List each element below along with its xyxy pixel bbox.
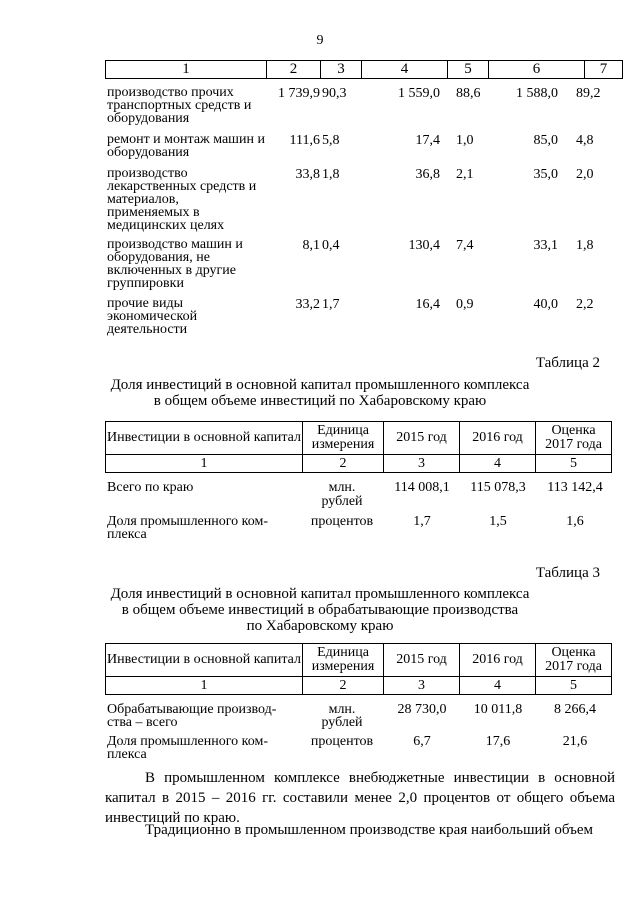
unit: млн. xyxy=(328,480,356,495)
table-cell: 85,0 xyxy=(533,133,558,148)
page-number: 9 xyxy=(316,33,324,48)
table-row-label: Доля промышленного ком- xyxy=(107,734,268,749)
col-number: 4 xyxy=(460,677,536,695)
table-cell: 21,6 xyxy=(562,734,588,749)
col-number: 5 xyxy=(536,677,612,695)
table-cell: 1 739,9 xyxy=(278,86,320,101)
unit: рублей xyxy=(321,494,363,509)
table-cell: 89,2 xyxy=(576,86,601,101)
table-cell: 130,4 xyxy=(408,238,440,253)
table-cell: 5,8 xyxy=(322,133,340,148)
col-header: Инвестиции в основной капитал xyxy=(106,422,303,455)
table-cell: 0,4 xyxy=(322,238,340,253)
table-cell: 2,0 xyxy=(576,167,594,182)
col-header: 4 xyxy=(362,61,448,79)
col-header: 2016 год xyxy=(460,422,536,455)
table-cell: 2,1 xyxy=(456,167,474,182)
table-cell: 1,0 xyxy=(456,133,474,148)
unit: рублей xyxy=(321,715,363,730)
col-number: 5 xyxy=(536,455,612,473)
table-cell: 1,7 xyxy=(322,297,340,312)
table-row-label: Всего по краю xyxy=(107,480,194,495)
table-cell: 2,2 xyxy=(576,297,594,312)
table2-header xyxy=(105,421,612,473)
col-header: 5 xyxy=(448,61,489,79)
col-header: 1 xyxy=(106,61,267,79)
table-cell: 17,4 xyxy=(415,133,440,148)
table-caption: Таблица 2 xyxy=(535,355,600,371)
table-cell: 1,8 xyxy=(576,238,594,253)
col-header: Единица измерения xyxy=(303,644,384,677)
table-row-label: прочие виды экономической деятельности xyxy=(107,296,198,337)
col-number: 1 xyxy=(106,455,303,473)
unit: процентов xyxy=(310,734,374,749)
table-cell: 1 588,0 xyxy=(516,86,558,101)
col-header: Единица измерения xyxy=(303,422,384,455)
table-cell: 6,7 xyxy=(413,734,431,749)
table-cell: 113 142,4 xyxy=(547,480,603,495)
table-row-label: производство машин и оборудования, не включенных в другие группировки xyxy=(107,237,243,291)
table-cell: 7,4 xyxy=(456,238,474,253)
table-cell: 114 008,1 xyxy=(394,480,450,495)
table-caption: Таблица 3 xyxy=(535,565,600,581)
table-cell: 1,6 xyxy=(566,514,584,529)
table-cell: 8 266,4 xyxy=(554,702,596,717)
table-cell: 33,1 xyxy=(533,238,558,253)
table-row-label: Обрабатывающие производ- xyxy=(107,702,277,717)
table-title: Доля инвестиций в основной капитал промышленного комплекса xyxy=(110,586,530,602)
continuation-table-header xyxy=(105,60,623,79)
table-cell: 115 078,3 xyxy=(470,480,526,495)
table-row-label: производство прочих транспортных средств и оборудования xyxy=(107,85,252,126)
table-cell: 35,0 xyxy=(533,167,558,182)
table-cell: 36,8 xyxy=(415,167,440,182)
table-title: Доля инвестиций в основной капитал промышленного комплекса xyxy=(110,377,530,393)
unit: процентов xyxy=(310,514,374,529)
table-row-label: Доля промышленного ком- xyxy=(107,514,268,529)
col-header: 6 xyxy=(489,61,585,79)
table-cell: 1,5 xyxy=(489,514,507,529)
body-paragraph: Традиционно в промышленном производстве края наибольший объем xyxy=(145,822,593,838)
table-row-label: производство лекарственных средств и материалов, применяемых в медицинских целях xyxy=(107,166,257,233)
col-header: Инвестиции в основной капитал xyxy=(106,644,303,677)
col-number: 2 xyxy=(303,677,384,695)
col-header: 2016 год xyxy=(460,644,536,677)
body-paragraph: В промышленном комплексе внебюджетные инвестиции в основной капитал в 2015 – 2016 гг. составили менее 2,0 процентов от общего объема инвестиций по краю. xyxy=(105,770,615,826)
table-cell: 1,8 xyxy=(322,167,340,182)
col-header: 7 xyxy=(585,61,623,79)
table-cell: 16,4 xyxy=(415,297,440,312)
col-number: 3 xyxy=(384,677,460,695)
table-row-label: ремонт и монтаж машин и оборудования xyxy=(107,132,265,160)
col-number: 2 xyxy=(303,455,384,473)
col-header: 2015 год xyxy=(384,644,460,677)
table-cell: 10 011,8 xyxy=(473,702,523,717)
table-cell: 28 730,0 xyxy=(397,702,447,717)
table-cell: 111,6 xyxy=(289,133,320,148)
table-cell: 90,3 xyxy=(322,86,347,101)
col-header: 2 xyxy=(267,61,321,79)
table3-header xyxy=(105,643,612,695)
col-number: 1 xyxy=(106,677,303,695)
col-header: 2015 год xyxy=(384,422,460,455)
unit: млн. xyxy=(328,702,356,717)
table-cell: 4,8 xyxy=(576,133,594,148)
table-cell: 8,1 xyxy=(302,238,320,253)
table-cell: 0,9 xyxy=(456,297,474,312)
table-cell: 33,2 xyxy=(295,297,320,312)
table-row-label: ства – всего xyxy=(107,715,178,730)
table-row-label: плекса xyxy=(107,527,147,542)
col-number: 4 xyxy=(460,455,536,473)
table-cell: 40,0 xyxy=(533,297,558,312)
table-row-label: плекса xyxy=(107,747,147,762)
col-header: Оценка 2017 года xyxy=(536,422,612,455)
table-cell: 17,6 xyxy=(485,734,511,749)
table-cell: 1 559,0 xyxy=(398,86,440,101)
table-cell: 1,7 xyxy=(413,514,431,529)
table-title: в общем объеме инвестиций в обрабатывающие производства xyxy=(121,602,519,618)
table-cell: 88,6 xyxy=(456,86,481,101)
col-header: 3 xyxy=(321,61,362,79)
table-title: по Хабаровскому краю xyxy=(246,618,394,634)
table-cell: 33,8 xyxy=(295,167,320,182)
table-title: в общем объеме инвестиций по Хабаровскому краю xyxy=(153,393,487,409)
col-header: Оценка 2017 года xyxy=(536,644,612,677)
col-number: 3 xyxy=(384,455,460,473)
